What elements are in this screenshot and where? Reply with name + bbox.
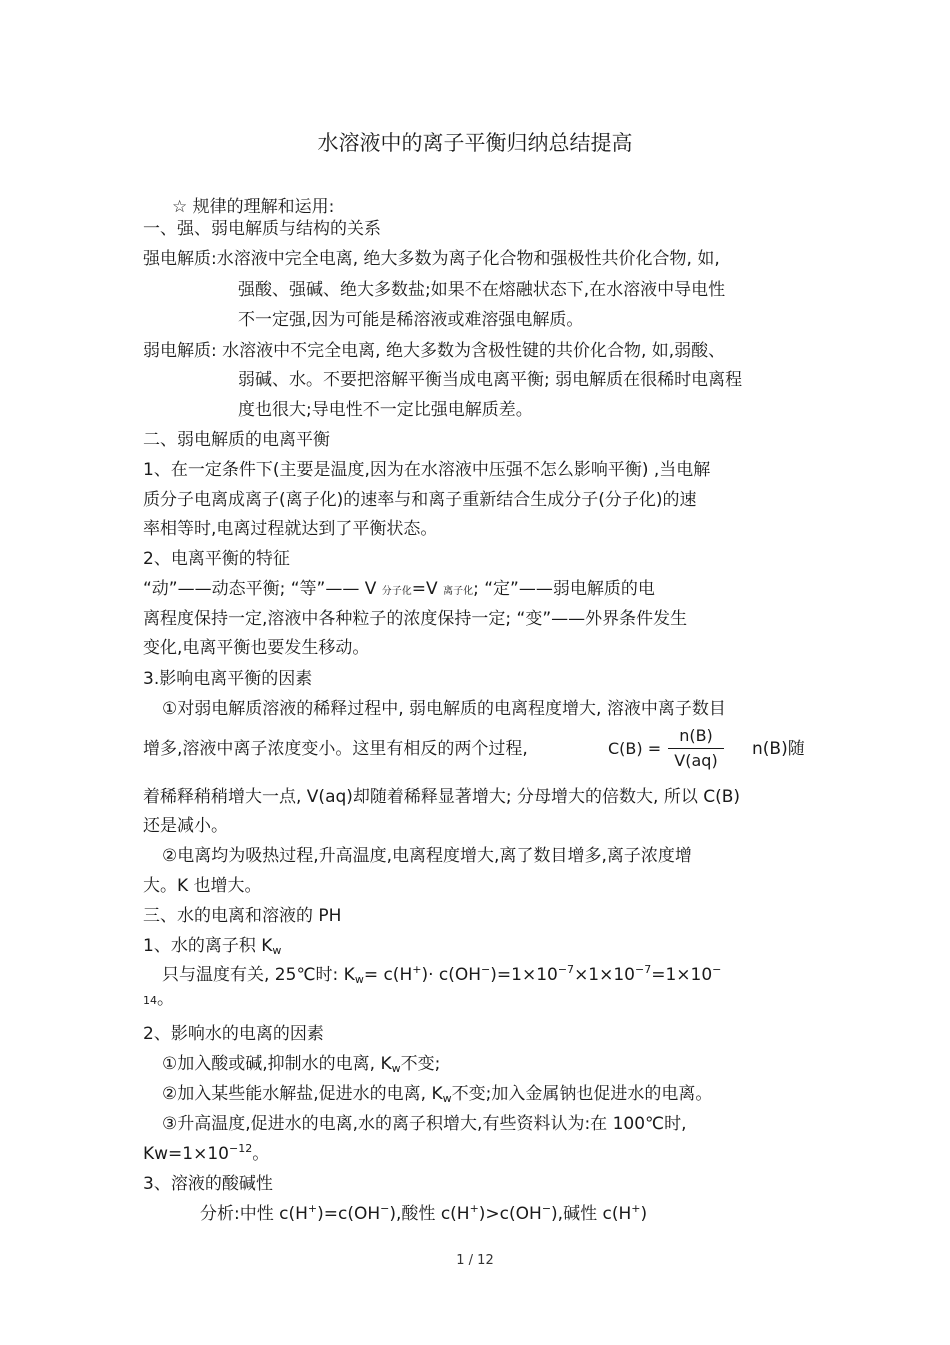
document-title: 水溶液中的离子平衡归纳总结提高 xyxy=(317,131,633,155)
strong-electrolyte-line-3: 不一定强,因为可能是稀溶液或难溶强电解质。 xyxy=(238,310,584,330)
paragraph-line: ①对弱电解质溶液的稀释过程中, 弱电解质的电离程度增大, 溶液中离子数目 xyxy=(162,699,726,719)
list-item: ①加入酸或碱,抑制水的电离, $K_w$不变; xyxy=(162,1054,441,1075)
paragraph-line: ②电离均为吸热过程,升高温度,电离程度增大,离了数目增多,离子浓度增 xyxy=(162,846,692,866)
paragraph-line: 着稀释稍稍增大一点, V(aq)却随着稀释显著增大; 分母增大的倍数大, 所以 C(B) xyxy=(143,787,741,807)
paragraph-line: 1、在一定条件下(主要是温度,因为在水溶液中压强不怎么影响平衡) ,当电解 xyxy=(143,460,711,480)
paragraph-line: 还是减小。 xyxy=(143,816,228,836)
weak-electrolyte-line-2: 弱碱、水。不要把溶解平衡当成电离平衡; 弱电解质在很稀时电离程 xyxy=(238,370,743,390)
page-number: 1 / 12 xyxy=(456,1253,494,1268)
subsection-heading: 3、溶液的酸碱性 xyxy=(143,1174,273,1194)
weak-electrolyte-line-3: 度也很大;导电性不一定比强电解质差。 xyxy=(238,400,533,420)
paragraph-line: 离程度保持一定,溶液中各种粒子的浓度保持一定; “变”——外界条件发生 xyxy=(143,609,688,629)
paragraph-line: 率相等时,电离过程就达到了平衡状态。 xyxy=(143,519,438,539)
formula-denominator: V(aq) xyxy=(674,751,718,770)
paragraph-line: 变化,电离平衡也要发生移动。 xyxy=(143,638,370,658)
section-1-heading: 一、强、弱电解质与结构的关系 xyxy=(143,219,381,239)
section-2-heading: 二、弱电解质的电离平衡 xyxy=(143,430,330,450)
paragraph-line: 分析:中性 c(H+)=c(OH−),酸性 c(H+)>c(OH−),碱性 c(H+) xyxy=(200,1202,648,1224)
paragraph-line: 增多,溶液中离子浓度变小。这里有相反的两个过程, xyxy=(143,739,528,759)
weak-electrolyte-line-1: 弱电解质: 水溶液中不完全电离, 绝大多数为含极性键的共价化合物, 如,弱酸、 xyxy=(143,341,726,361)
paragraph-line: 大。K 也增大。 xyxy=(143,876,262,896)
subsection-heading: 1、水的离子积 $K_w$ xyxy=(143,936,282,957)
list-item: ③升高温度,促进水的电离,水的离子积增大,有些资料认为:在 100℃时, xyxy=(162,1114,687,1134)
strong-electrolyte-line-1: 强电解质:水溶液中完全电离, 绝大多数为离子化合物和强极性共价化合物, 如, xyxy=(143,249,720,269)
rules-heading: ☆ 规律的理解和运用: xyxy=(172,197,335,217)
paragraph-line: $Kw=1\times 10^{-12}$。 xyxy=(143,1142,270,1164)
subsection-heading: 3.影响电离平衡的因素 xyxy=(143,669,313,689)
paragraph-line: 只与温度有关, 25℃时: $K_w= c(H^+)\cdot c(OH^-)=1\times 10^{-7}\times 1\times 10^{-7}=1\times 10^-$ xyxy=(162,963,722,986)
paragraph-line: 质分子电离成离子(离子化)的速率与和离子重新结合生成分子(分子化)的速 xyxy=(143,490,697,510)
formula-lhs: C(B) = xyxy=(608,739,662,758)
paragraph-line: 14。 xyxy=(143,989,174,1009)
list-item: ②加入某些能水解盐,促进水的电离, $K_w$不变;加入金属钠也促进水的电离。 xyxy=(162,1084,713,1105)
subsection-heading: 2、影响水的电离的因素 xyxy=(143,1024,324,1044)
paragraph-line: n(B)随 xyxy=(752,739,805,759)
formula-numerator: n(B) xyxy=(668,726,724,749)
subsection-heading: 2、电离平衡的特征 xyxy=(143,549,290,569)
paragraph-line: “动”——动态平衡; “等”—— V 分子化=V 离子化; “定”——弱电解质的电 xyxy=(143,579,655,599)
formula-fraction xyxy=(668,726,724,771)
section-3-heading: 三、水的电离和溶液的 PH xyxy=(143,906,342,926)
strong-electrolyte-line-2: 强酸、强碱、绝大多数盐;如果不在熔融状态下,在水溶液中导电性 xyxy=(238,280,726,300)
